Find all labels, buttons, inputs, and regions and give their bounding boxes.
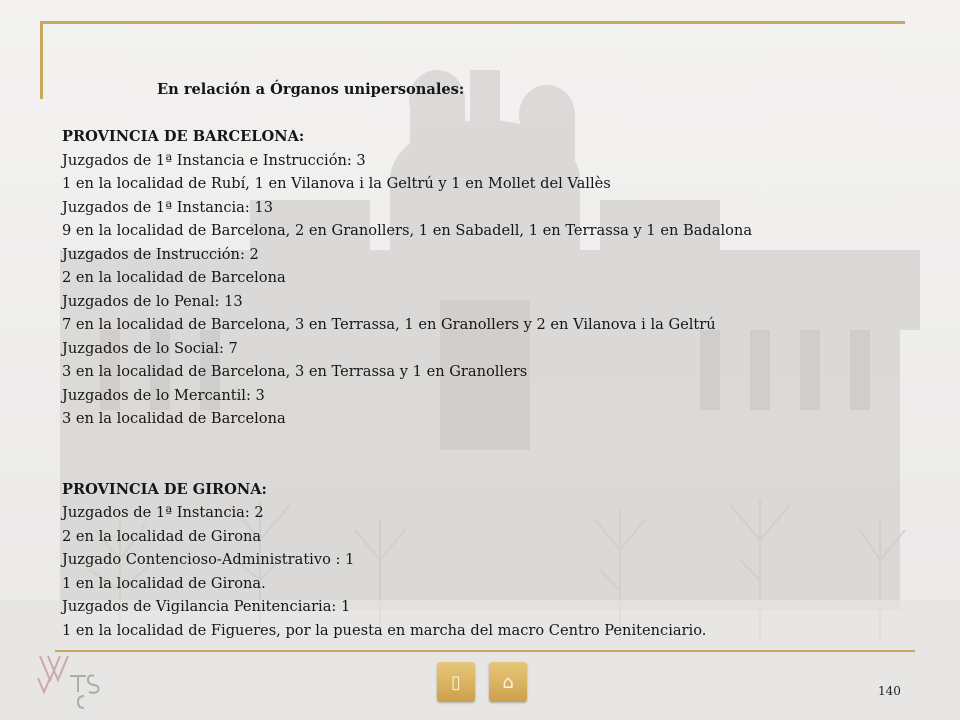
tsj-logo-icon xyxy=(34,640,104,710)
text-line: Juzgados de 1ª Instancia: 2 xyxy=(62,504,264,521)
section-heading: En relación a Órganos unipersonales: xyxy=(157,81,465,98)
home-icon: ⌂ xyxy=(502,671,514,693)
text-line: 1 en la localidad de Rubí, 1 en Vilanova i la Geltrú y 1 en Mollet del Vallès xyxy=(62,175,611,192)
text-line: 1 en la localidad de Girona. xyxy=(62,574,266,592)
province-block-girona xyxy=(62,478,922,643)
text-line: Juzgados de lo Social: 7 xyxy=(62,339,238,357)
text-line: Juzgados de Vigilancia Penitenciaria: 1 xyxy=(62,598,351,615)
spacer xyxy=(62,102,922,126)
page-icon: ▯ xyxy=(451,671,461,693)
text-line: 3 en la localidad de Barcelona, 3 en Terrassa y 1 en Granollers xyxy=(62,363,528,380)
page-number: 140 xyxy=(878,684,901,698)
text-line: Juzgados de 1ª Instancia: 13 xyxy=(62,198,273,216)
text-line: 9 en la localidad de Barcelona, 2 en Granollers, 1 en Sabadell, 1 en Terrassa y 1 en Badalona xyxy=(62,222,753,239)
section-heading-row xyxy=(62,78,922,102)
text-line: Juzgados de lo Penal: 13 xyxy=(62,292,243,310)
frame-top-line xyxy=(40,21,905,24)
province-title: PROVINCIA DE BARCELONA: xyxy=(62,128,305,145)
province-block-barcelona xyxy=(62,125,922,431)
text-line: Juzgados de 1ª Instancia e Instrucción: 3 xyxy=(62,151,366,169)
text-line: 3 en la localidad de Barcelona xyxy=(62,410,286,427)
text-line: Juzgados de lo Mercantil: 3 xyxy=(62,386,265,404)
text-line: 2 en la localidad de Girona xyxy=(62,527,262,545)
spacer xyxy=(62,431,922,478)
home-button[interactable] xyxy=(489,662,527,702)
frame-left-line xyxy=(40,21,43,99)
text-line: Juzgado Contencioso-Administrativo : 1 xyxy=(62,551,355,568)
text-line: 7 en la localidad de Barcelona, 3 en Terrassa, 1 en Granollers y 2 en Vilanova i la Geltrú xyxy=(62,316,716,333)
text-line: 1 en la localidad de Figueres, por la puesta en marcha del macro Centro Penitenciario. xyxy=(62,621,707,639)
frame-bottom-line xyxy=(55,650,915,652)
text-line: Juzgados de Instrucción: 2 xyxy=(62,245,259,263)
text-line: 2 en la localidad de Barcelona xyxy=(62,269,286,286)
province-title: PROVINCIA DE GIRONA: xyxy=(62,480,267,498)
previous-page-button[interactable] xyxy=(437,662,475,702)
document-content xyxy=(62,78,922,642)
